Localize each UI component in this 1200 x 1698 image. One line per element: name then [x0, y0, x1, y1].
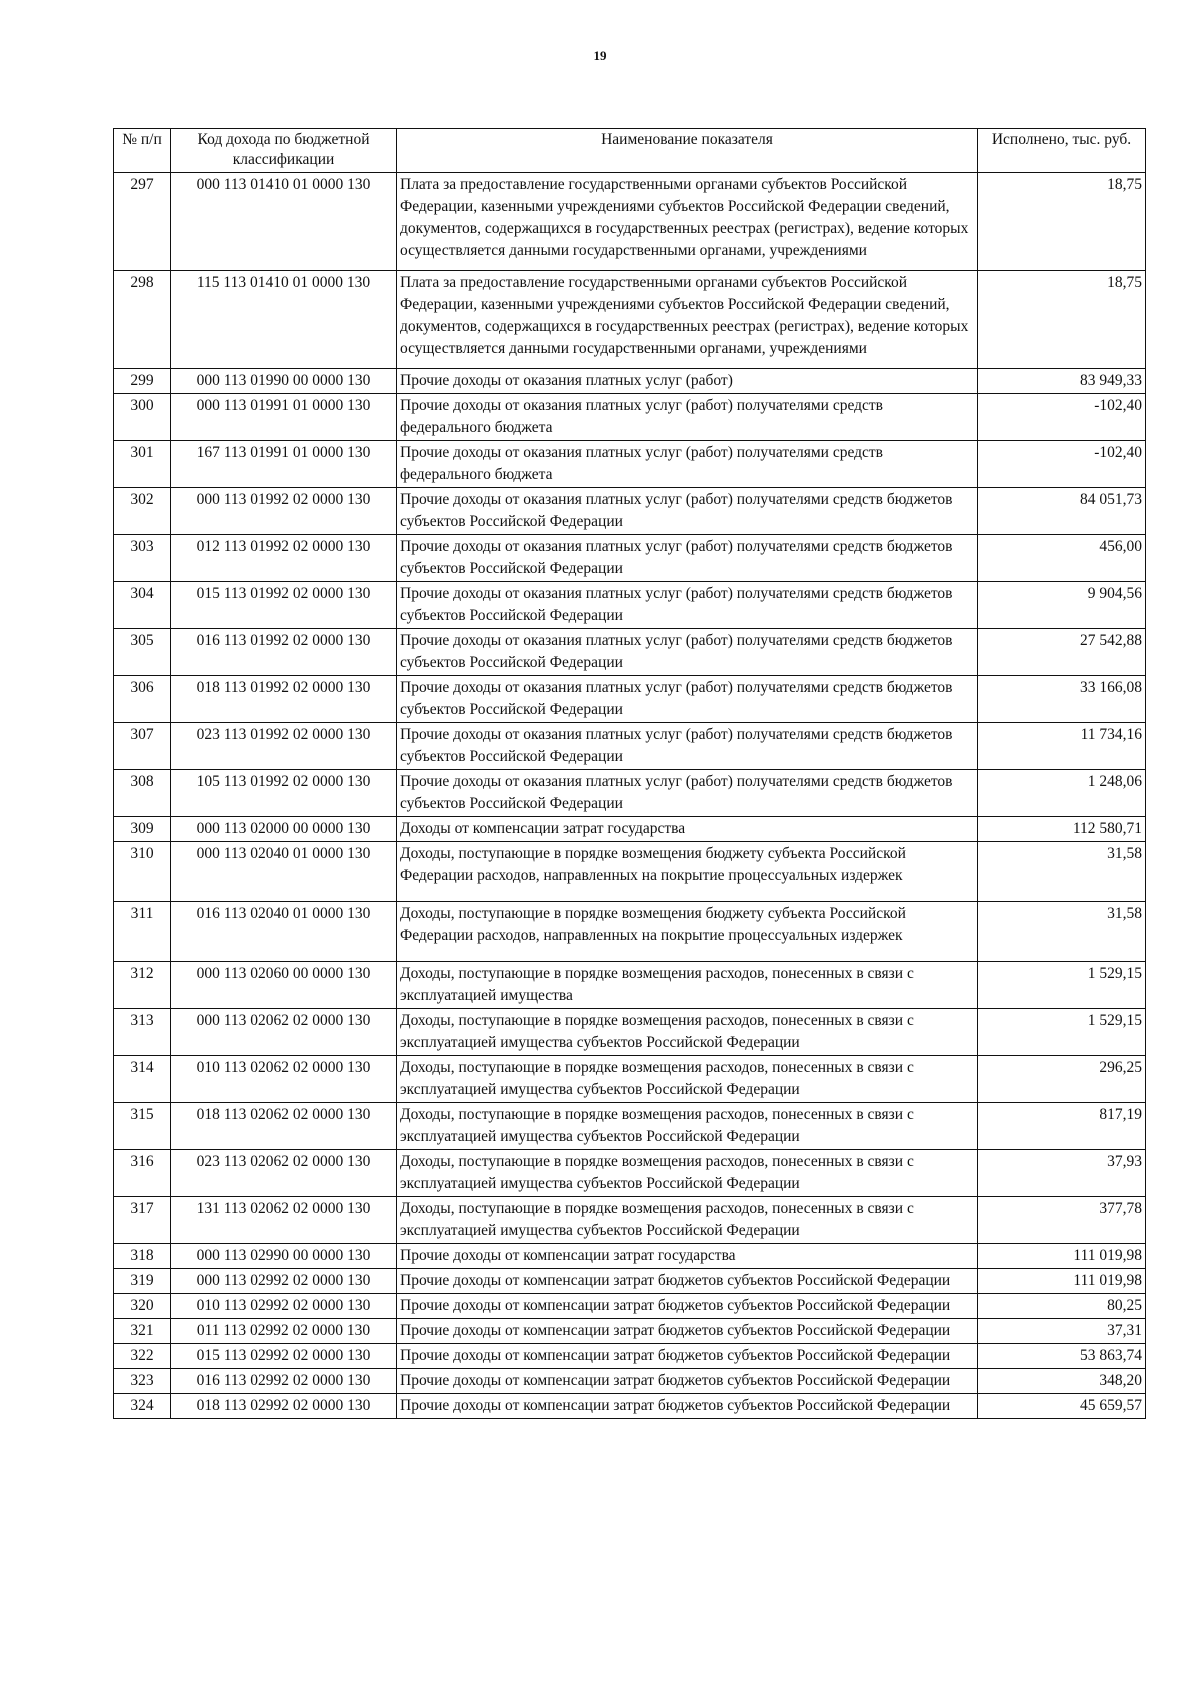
table-row	[114, 770, 1146, 817]
table-body	[114, 173, 1146, 1419]
table-row	[114, 1269, 1146, 1294]
executed-amount: 11 734,16	[978, 723, 1146, 770]
indicator-name: Прочие доходы от компенсации затрат бюджетов субъектов Российской Федерации	[397, 1294, 978, 1319]
indicator-name: Прочие доходы от компенсации затрат бюджетов субъектов Российской Федерации	[397, 1269, 978, 1294]
revenue-code: 023 113 02062 02 0000 130	[171, 1150, 397, 1197]
table-header-row	[114, 129, 1146, 173]
table-row	[114, 369, 1146, 394]
row-number: 318	[114, 1244, 171, 1269]
revenue-code: 010 113 02062 02 0000 130	[171, 1056, 397, 1103]
row-number: 316	[114, 1150, 171, 1197]
header-name: Наименование показателя	[397, 129, 978, 173]
row-number: 302	[114, 488, 171, 535]
table-row	[114, 902, 1146, 962]
indicator-name: Плата за предоставление государственными органами субъектов Российской Федерации, казенными учреждениями субъектов Российской Федерации сведений, документов, содержащихся в государственных реестрах (регистрах), ведение которых осуществляется данными государственными органами, учреждениями	[397, 173, 978, 271]
row-number: 323	[114, 1369, 171, 1394]
executed-amount: -102,40	[978, 394, 1146, 441]
revenue-code: 000 113 02060 00 0000 130	[171, 962, 397, 1009]
indicator-name: Прочие доходы от компенсации затрат бюджетов субъектов Российской Федерации	[397, 1344, 978, 1369]
indicator-name: Прочие доходы от оказания платных услуг (работ) получателями средств бюджетов субъектов Российской Федерации	[397, 723, 978, 770]
header-num: № п/п	[114, 129, 171, 173]
indicator-name: Прочие доходы от оказания платных услуг (работ) получателями средств бюджетов субъектов Российской Федерации	[397, 676, 978, 723]
table-row	[114, 1369, 1146, 1394]
executed-amount: 18,75	[978, 173, 1146, 271]
row-number: 299	[114, 369, 171, 394]
table-row	[114, 817, 1146, 842]
row-number: 297	[114, 173, 171, 271]
executed-amount: -102,40	[978, 441, 1146, 488]
executed-amount: 9 904,56	[978, 582, 1146, 629]
indicator-name: Доходы, поступающие в порядке возмещения бюджету субъекта Российской Федерации расходов, направленных на покрытие процессуальных издержек	[397, 902, 978, 962]
revenue-code: 018 113 02992 02 0000 130	[171, 1394, 397, 1419]
row-number: 317	[114, 1197, 171, 1244]
revenue-code: 000 113 02062 02 0000 130	[171, 1009, 397, 1056]
revenue-code: 015 113 01992 02 0000 130	[171, 582, 397, 629]
row-number: 300	[114, 394, 171, 441]
table-row	[114, 629, 1146, 676]
indicator-name: Доходы, поступающие в порядке возмещения бюджету субъекта Российской Федерации расходов, направленных на покрытие процессуальных издержек	[397, 842, 978, 902]
executed-amount: 37,93	[978, 1150, 1146, 1197]
row-number: 313	[114, 1009, 171, 1056]
row-number: 310	[114, 842, 171, 902]
indicator-name: Прочие доходы от оказания платных услуг (работ) получателями средств федерального бюджета	[397, 394, 978, 441]
table-row	[114, 173, 1146, 271]
row-number: 298	[114, 271, 171, 369]
executed-amount: 348,20	[978, 1369, 1146, 1394]
revenue-code: 012 113 01992 02 0000 130	[171, 535, 397, 582]
page-number: 19	[593, 48, 607, 63]
table-row	[114, 1344, 1146, 1369]
revenue-code: 000 113 02040 01 0000 130	[171, 842, 397, 902]
executed-amount: 27 542,88	[978, 629, 1146, 676]
indicator-name: Прочие доходы от компенсации затрат государства	[397, 1244, 978, 1269]
indicator-name: Плата за предоставление государственными органами субъектов Российской Федерации, казенными учреждениями субъектов Российской Федерации сведений, документов, содержащихся в государственных реестрах (регистрах), ведение которых осуществляется данными государственными органами, учреждениями	[397, 271, 978, 369]
table-row	[114, 1244, 1146, 1269]
indicator-name: Доходы, поступающие в порядке возмещения расходов, понесенных в связи с эксплуатацией имущества субъектов Российской Федерации	[397, 1103, 978, 1150]
revenue-code: 016 113 02040 01 0000 130	[171, 902, 397, 962]
revenue-code: 000 113 02992 02 0000 130	[171, 1269, 397, 1294]
table-row	[114, 1150, 1146, 1197]
indicator-name: Прочие доходы от оказания платных услуг (работ) получателями средств бюджетов субъектов Российской Федерации	[397, 488, 978, 535]
indicator-name: Прочие доходы от оказания платных услуг (работ) получателями средств бюджетов субъектов Российской Федерации	[397, 629, 978, 676]
table-row	[114, 676, 1146, 723]
revenue-table	[113, 128, 1146, 1419]
revenue-code: 000 113 01990 00 0000 130	[171, 369, 397, 394]
row-number: 305	[114, 629, 171, 676]
executed-amount: 83 949,33	[978, 369, 1146, 394]
row-number: 320	[114, 1294, 171, 1319]
executed-amount: 111 019,98	[978, 1269, 1146, 1294]
row-number: 311	[114, 902, 171, 962]
revenue-code: 000 113 02990 00 0000 130	[171, 1244, 397, 1269]
table-row	[114, 1319, 1146, 1344]
executed-amount: 31,58	[978, 842, 1146, 902]
row-number: 319	[114, 1269, 171, 1294]
table-row	[114, 842, 1146, 902]
revenue-code: 000 113 01991 01 0000 130	[171, 394, 397, 441]
table-row	[114, 582, 1146, 629]
indicator-name: Прочие доходы от оказания платных услуг (работ) получателями средств федерального бюджета	[397, 441, 978, 488]
table-row	[114, 1197, 1146, 1244]
row-number: 304	[114, 582, 171, 629]
revenue-code: 015 113 02992 02 0000 130	[171, 1344, 397, 1369]
table-row	[114, 1394, 1146, 1419]
row-number: 315	[114, 1103, 171, 1150]
revenue-code: 011 113 02992 02 0000 130	[171, 1319, 397, 1344]
header-amount: Исполнено, тыс. руб.	[978, 129, 1146, 173]
revenue-code: 016 113 02992 02 0000 130	[171, 1369, 397, 1394]
indicator-name: Прочие доходы от оказания платных услуг (работ)	[397, 369, 978, 394]
indicator-name: Прочие доходы от компенсации затрат бюджетов субъектов Российской Федерации	[397, 1369, 978, 1394]
executed-amount: 1 529,15	[978, 1009, 1146, 1056]
table-row	[114, 962, 1146, 1009]
indicator-name: Доходы, поступающие в порядке возмещения расходов, понесенных в связи с эксплуатацией имущества субъектов Российской Федерации	[397, 1056, 978, 1103]
row-number: 301	[114, 441, 171, 488]
executed-amount: 1 529,15	[978, 962, 1146, 1009]
indicator-name: Прочие доходы от оказания платных услуг (работ) получателями средств бюджетов субъектов Российской Федерации	[397, 535, 978, 582]
header-code: Код дохода по бюджетной классификации	[171, 129, 397, 173]
row-number: 306	[114, 676, 171, 723]
revenue-code: 016 113 01992 02 0000 130	[171, 629, 397, 676]
indicator-name: Доходы, поступающие в порядке возмещения расходов, понесенных в связи с эксплуатацией имущества	[397, 962, 978, 1009]
executed-amount: 80,25	[978, 1294, 1146, 1319]
indicator-name: Доходы, поступающие в порядке возмещения расходов, понесенных в связи с эксплуатацией имущества субъектов Российской Федерации	[397, 1009, 978, 1056]
executed-amount: 456,00	[978, 535, 1146, 582]
table-row	[114, 441, 1146, 488]
row-number: 324	[114, 1394, 171, 1419]
row-number: 303	[114, 535, 171, 582]
table-row	[114, 723, 1146, 770]
table-row	[114, 488, 1146, 535]
executed-amount: 377,78	[978, 1197, 1146, 1244]
table-row	[114, 1056, 1146, 1103]
executed-amount: 45 659,57	[978, 1394, 1146, 1419]
revenue-code: 000 113 02000 00 0000 130	[171, 817, 397, 842]
row-number: 307	[114, 723, 171, 770]
table-row	[114, 394, 1146, 441]
row-number: 321	[114, 1319, 171, 1344]
table-row	[114, 1294, 1146, 1319]
executed-amount: 37,31	[978, 1319, 1146, 1344]
row-number: 314	[114, 1056, 171, 1103]
indicator-name: Доходы, поступающие в порядке возмещения расходов, понесенных в связи с эксплуатацией имущества субъектов Российской Федерации	[397, 1197, 978, 1244]
revenue-code: 018 113 02062 02 0000 130	[171, 1103, 397, 1150]
revenue-code: 131 113 02062 02 0000 130	[171, 1197, 397, 1244]
table-row	[114, 271, 1146, 369]
revenue-code: 018 113 01992 02 0000 130	[171, 676, 397, 723]
executed-amount: 111 019,98	[978, 1244, 1146, 1269]
row-number: 312	[114, 962, 171, 1009]
table-row	[114, 1103, 1146, 1150]
executed-amount: 18,75	[978, 271, 1146, 369]
executed-amount: 1 248,06	[978, 770, 1146, 817]
table-row	[114, 1009, 1146, 1056]
executed-amount: 112 580,71	[978, 817, 1146, 842]
revenue-code: 115 113 01410 01 0000 130	[171, 271, 397, 369]
revenue-code: 000 113 01992 02 0000 130	[171, 488, 397, 535]
revenue-code: 105 113 01992 02 0000 130	[171, 770, 397, 817]
indicator-name: Прочие доходы от компенсации затрат бюджетов субъектов Российской Федерации	[397, 1394, 978, 1419]
executed-amount: 33 166,08	[978, 676, 1146, 723]
row-number: 309	[114, 817, 171, 842]
table-row	[114, 535, 1146, 582]
indicator-name: Доходы, поступающие в порядке возмещения расходов, понесенных в связи с эксплуатацией имущества субъектов Российской Федерации	[397, 1150, 978, 1197]
indicator-name: Прочие доходы от оказания платных услуг (работ) получателями средств бюджетов субъектов Российской Федерации	[397, 770, 978, 817]
indicator-name: Прочие доходы от компенсации затрат бюджетов субъектов Российской Федерации	[397, 1319, 978, 1344]
executed-amount: 817,19	[978, 1103, 1146, 1150]
revenue-code: 010 113 02992 02 0000 130	[171, 1294, 397, 1319]
executed-amount: 84 051,73	[978, 488, 1146, 535]
executed-amount: 296,25	[978, 1056, 1146, 1103]
revenue-code: 000 113 01410 01 0000 130	[171, 173, 397, 271]
revenue-code: 023 113 01992 02 0000 130	[171, 723, 397, 770]
indicator-name: Доходы от компенсации затрат государства	[397, 817, 978, 842]
row-number: 308	[114, 770, 171, 817]
indicator-name: Прочие доходы от оказания платных услуг (работ) получателями средств бюджетов субъектов Российской Федерации	[397, 582, 978, 629]
row-number: 322	[114, 1344, 171, 1369]
executed-amount: 31,58	[978, 902, 1146, 962]
revenue-code: 167 113 01991 01 0000 130	[171, 441, 397, 488]
executed-amount: 53 863,74	[978, 1344, 1146, 1369]
